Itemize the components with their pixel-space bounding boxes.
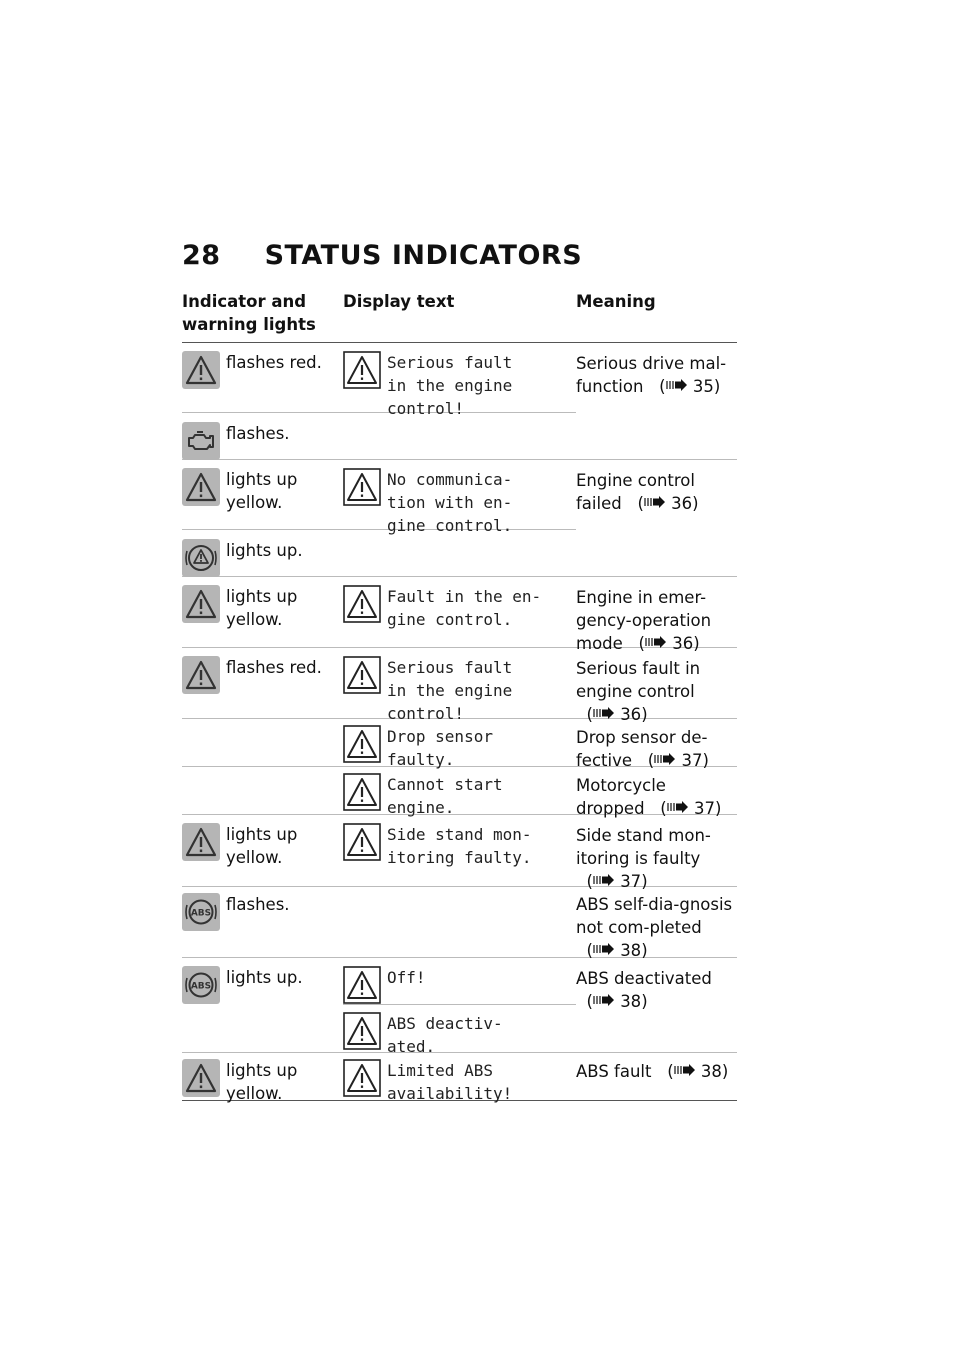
display-text: Side stand mon- itoring faulty.: [387, 825, 532, 867]
meaning-text: Engine in emer-gency-operation mode: [576, 588, 712, 653]
warning-triangle-icon: [182, 468, 220, 506]
indicator-cell: [182, 468, 336, 514]
page-reference[interactable]: ( 36): [626, 494, 699, 513]
meaning-cell: [576, 967, 736, 1013]
column-header-indicator: Indicator and warning lights: [182, 292, 316, 334]
indicator-text: flashes.: [226, 895, 290, 914]
page-reference-number: 38: [620, 992, 642, 1011]
display-text: Cannot start engine.: [387, 775, 503, 817]
display-text-cell: [343, 823, 572, 869]
indicator-cell: [182, 893, 336, 931]
warning-triangle-icon: [343, 1059, 381, 1097]
warning-triangle-icon: [343, 656, 381, 694]
page-reference-arrow-icon: [593, 706, 615, 720]
indicator-cell: [182, 823, 336, 869]
indicator-text: lights up yellow.: [226, 470, 298, 512]
page-reference[interactable]: ( 38): [656, 1062, 729, 1081]
page-reference-number: 36: [672, 634, 694, 653]
page-header: [182, 240, 582, 271]
indicator-cell: [182, 422, 336, 460]
indicator-text: lights up.: [226, 968, 303, 987]
display-text: Fault in the en- gine control.: [387, 587, 542, 629]
display-text-cell: [343, 656, 572, 725]
warning-triangle-icon: [182, 585, 220, 623]
warning-triangle-icon: [343, 823, 381, 861]
abs-icon: [182, 893, 220, 931]
warning-triangle-icon: [343, 468, 381, 506]
table-row: [182, 648, 737, 724]
page-reference-number: 37: [694, 799, 715, 818]
page-reference-arrow-icon: [666, 378, 688, 392]
indicator-cell: [182, 966, 336, 1004]
meaning-text: Motorcycle dropped: [576, 776, 666, 818]
page-reference-arrow-icon: [645, 635, 667, 649]
status-indicator-table: [182, 290, 737, 1101]
indicator-text: lights up yellow.: [226, 587, 298, 629]
warning-triangle-icon: [182, 351, 220, 389]
column-header-display-text: Display text: [343, 292, 455, 311]
table-row: [182, 958, 737, 1056]
page-reference-arrow-icon: [593, 942, 615, 956]
page-reference-arrow-icon: [674, 1063, 696, 1077]
display-text-cell: [343, 468, 572, 537]
display-text-cell: [343, 1012, 572, 1058]
table-row: [182, 460, 737, 577]
meaning-cell: [576, 469, 736, 515]
display-text: No communica- tion with en- gine control.: [387, 470, 513, 535]
page-reference-number: 38: [620, 941, 642, 960]
display-text-cell: [343, 351, 572, 420]
page-reference-arrow-icon: [593, 873, 615, 887]
display-text-cell: [343, 1059, 572, 1105]
meaning-cell: [576, 352, 736, 398]
meaning-cell: [576, 824, 736, 893]
page-reference-number: 36: [671, 494, 693, 513]
page-reference-number: 35: [692, 377, 714, 396]
meaning-text: Engine control failed: [576, 471, 695, 513]
display-text-cell: [343, 966, 572, 1004]
warning-triangle-icon: [343, 773, 381, 811]
warning-triangle-icon: [343, 585, 381, 623]
page-reference[interactable]: ( 37): [576, 872, 648, 891]
display-text-cell: [343, 773, 572, 819]
indicator-text: flashes red.: [226, 353, 322, 372]
display-text: Serious fault in the engine control!: [387, 353, 513, 418]
indicator-text: lights up yellow.: [226, 1061, 298, 1103]
page-reference[interactable]: ( 38): [576, 941, 648, 960]
indicator-text: flashes red.: [226, 658, 322, 677]
indicator-cell: [182, 539, 336, 577]
table-row: [182, 577, 737, 653]
display-text: Serious fault in the engine control!: [387, 658, 513, 723]
page-reference-arrow-icon: [593, 993, 615, 1007]
display-text: Limited ABS availability!: [387, 1061, 513, 1103]
meaning-text: ABS self-dia-gnosis not com-pleted: [576, 895, 733, 937]
column-header-meaning: Meaning: [576, 292, 656, 311]
display-text-cell: [343, 585, 572, 631]
page-title: STATUS INDICATORS: [264, 240, 583, 271]
table-row: [182, 719, 737, 770]
page-reference-number: 37: [620, 872, 642, 891]
meaning-cell: [576, 726, 736, 772]
meaning-cell: [576, 586, 736, 655]
page-reference[interactable]: ( 36): [628, 634, 700, 653]
engine-icon: [182, 422, 220, 460]
indicator-cell: [182, 351, 336, 389]
warning-triangle-icon: [182, 823, 220, 861]
display-text: ABS deactiv- ated.: [387, 1014, 503, 1056]
page-reference-arrow-icon: [654, 752, 676, 766]
page-reference-arrow-icon: [667, 800, 689, 814]
display-text: Off!: [387, 968, 426, 987]
page-reference[interactable]: ( 37): [649, 799, 722, 818]
indicator-cell: [182, 1059, 336, 1105]
table-header: [182, 290, 737, 343]
warning-triangle-icon: [343, 725, 381, 763]
page-reference-arrow-icon: [644, 495, 666, 509]
warning-triangle-icon: [343, 1012, 381, 1050]
display-text: Drop sensor faulty.: [387, 727, 493, 769]
meaning-text: Drop sensor de-fective: [576, 728, 708, 770]
meaning-cell: [576, 893, 736, 962]
meaning-cell: [576, 657, 736, 726]
abs-icon: [182, 966, 220, 1004]
page-reference[interactable]: ( 35): [648, 377, 721, 396]
row-divider: [343, 1004, 576, 1005]
indicator-text: flashes.: [226, 424, 290, 443]
page-reference-number: 38: [700, 1062, 722, 1081]
meaning-cell: [576, 1060, 736, 1083]
table-row: [182, 767, 737, 818]
page-reference[interactable]: ( 38): [576, 992, 648, 1011]
table-row: [182, 815, 737, 891]
page-reference[interactable]: ( 36): [576, 705, 648, 724]
meaning-text: ABS fault: [576, 1062, 652, 1081]
indicator-text: lights up.: [226, 541, 303, 560]
meaning-cell: [576, 774, 736, 820]
circle-warning-icon: [182, 539, 220, 577]
table-row: [182, 1053, 737, 1101]
page-number: 28: [182, 240, 221, 271]
table-row: [182, 887, 737, 958]
warning-triangle-icon: [182, 656, 220, 694]
page-reference[interactable]: ( 37): [637, 751, 709, 770]
meaning-text: ABS deactivated: [576, 969, 712, 988]
meaning-text: Side stand mon-itoring is faulty: [576, 826, 711, 868]
warning-triangle-icon: [343, 966, 381, 1004]
meaning-text: Serious drive mal-function: [576, 354, 727, 396]
warning-triangle-icon: [343, 351, 381, 389]
page-reference-number: 37: [681, 751, 703, 770]
indicator-cell: [182, 656, 336, 694]
indicator-text: lights up yellow.: [226, 825, 298, 867]
page-reference-number: 36: [620, 705, 642, 724]
meaning-text: Serious fault in engine control: [576, 659, 701, 701]
table-row: [182, 343, 737, 460]
display-text-cell: [343, 725, 572, 771]
indicator-cell: [182, 585, 336, 631]
warning-triangle-icon: [182, 1059, 220, 1097]
